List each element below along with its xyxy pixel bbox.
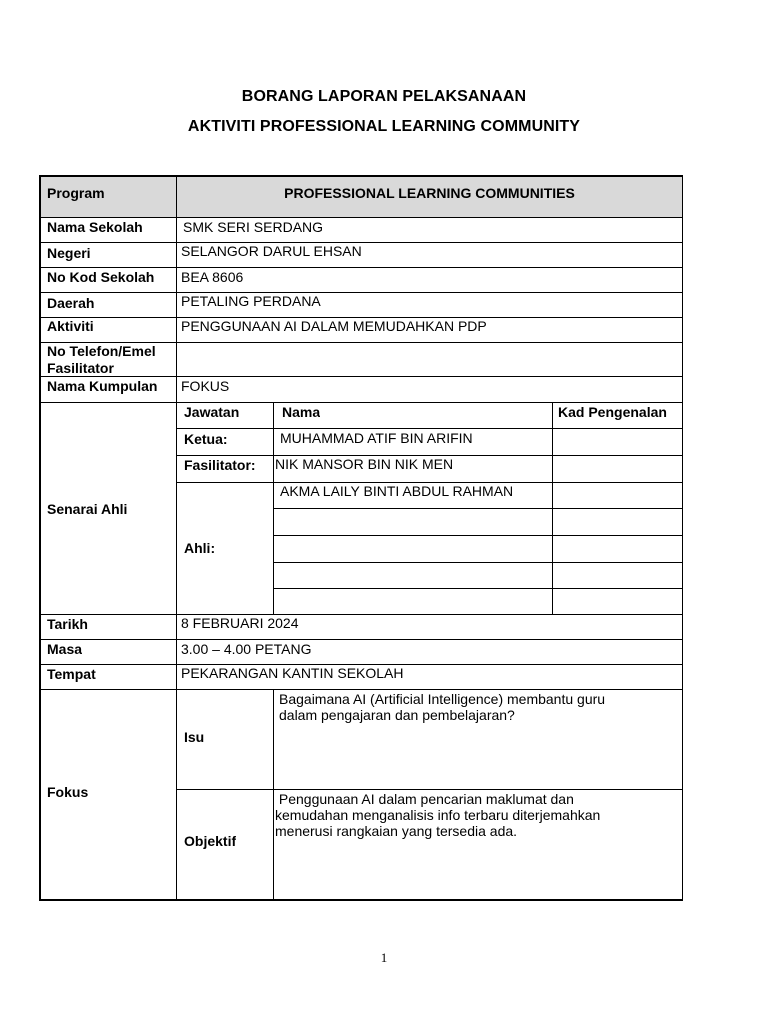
objektif-text-line2: kemudahan menganalisis info terbaru diterjemahkan (275, 807, 601, 823)
ketua-label: Ketua: (184, 431, 228, 447)
objektif-text-line1: Penggunaan AI dalam pencarian maklumat dan (275, 791, 574, 807)
program-label: Program (47, 185, 105, 201)
ahli-label: Ahli: (184, 540, 216, 556)
daerah-value: PETALING PERDANA (181, 293, 321, 309)
col-kad-header: Kad Pengenalan (558, 404, 667, 420)
nama-sekolah-value: SMK SERI SERDANG (183, 219, 324, 235)
isu-text-line2: dalam pengajaran dan pembelajaran? (279, 707, 515, 723)
aktiviti-label: Aktiviti (47, 318, 94, 334)
page-number: 1 (380, 950, 388, 965)
ketua-nama: MUHAMMAD ATIF BIN ARIFIN (280, 430, 473, 446)
objektif-label: Objektif (184, 833, 237, 849)
ahli-nama-1: AKMA LAILY BINTI ABDUL RAHMAN (280, 483, 514, 499)
isu-text-line1: Bagaimana AI (Artificial Intelligence) membantu guru (279, 691, 606, 707)
isu-label: Isu (184, 729, 205, 745)
negeri-label: Negeri (47, 245, 91, 261)
masa-label: Masa (47, 641, 83, 657)
objektif-text-line3: menerusi rangkaian yang tersedia ada. (275, 823, 518, 839)
fasilitator-label: Fasilitator: (184, 457, 256, 473)
fokus-label: Fokus (47, 784, 89, 800)
col-nama-header: Nama (282, 404, 321, 420)
fasilitator-nama: NIK MANSOR BIN NIK MEN (275, 456, 454, 472)
kod-sekolah-label: No Kod Sekolah (47, 269, 155, 285)
telefon-label-line1: No Telefon/Emel (47, 343, 156, 359)
col-jawatan-header: Jawatan (184, 404, 240, 420)
program-value: PROFESSIONAL LEARNING COMMUNITIES (284, 185, 575, 201)
telefon-label-line2: Fasilitator (47, 360, 114, 376)
nama-sekolah-label: Nama Sekolah (47, 219, 143, 235)
kumpulan-value: FOKUS (181, 378, 230, 394)
aktiviti-value: PENGGUNAAN AI DALAM MEMUDAHKAN PDP (181, 318, 487, 334)
tarikh-label: Tarikh (47, 616, 88, 632)
daerah-label: Daerah (47, 295, 95, 311)
tarikh-value: 8 FEBRUARI 2024 (181, 615, 299, 631)
kumpulan-label: Nama Kumpulan (47, 378, 158, 394)
form-subtitle: AKTIVITI PROFESSIONAL LEARNING COMMUNITY (187, 118, 581, 135)
negeri-value: SELANGOR DARUL EHSAN (181, 243, 362, 259)
senarai-ahli-label: Senarai Ahli (47, 501, 128, 517)
form-title: BORANG LAPORAN PELAKSANAAN (241, 88, 527, 105)
tempat-label: Tempat (47, 666, 96, 682)
kod-sekolah-value: BEA 8606 (181, 269, 244, 285)
masa-value: 3.00 – 4.00 PETANG (181, 641, 312, 657)
tempat-value: PEKARANGAN KANTIN SEKOLAH (181, 665, 404, 681)
